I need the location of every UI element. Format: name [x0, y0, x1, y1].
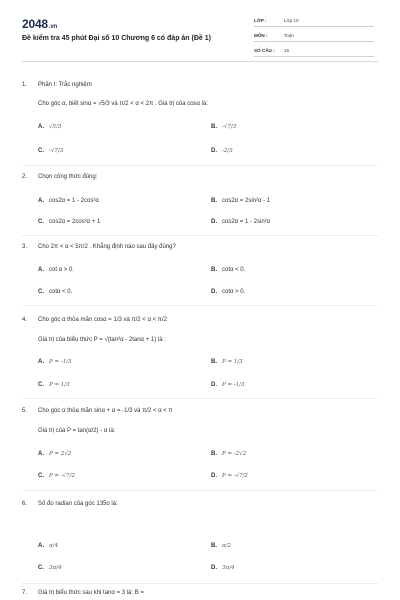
- q4-option-c[interactable]: C. P = 1/3: [38, 382, 70, 388]
- question-7-stem: Giá trị biểu thức sau khi tanα = 3 là: B =: [38, 590, 144, 596]
- q5-option-a[interactable]: A. P = 2√2: [38, 451, 72, 457]
- question-4-stem: Cho góc α thỏa mãn cosα = 1/3 và π/2 < α < π/2: [38, 317, 167, 323]
- site-logo[interactable]: 2048.vn: [22, 17, 57, 31]
- question-2-stem: Chọn công thức đúng:: [38, 174, 98, 180]
- meta-class-label: LỚP :: [254, 18, 267, 23]
- meta-subject-value: Toán: [284, 33, 294, 38]
- q2-option-c[interactable]: C. cos2α = 2cos²α + 1: [38, 219, 101, 225]
- question-5-stem-2: Giá trị của P = tan(α/2) - α là:: [38, 428, 116, 434]
- q5-option-c[interactable]: C. P = -√7/2: [38, 473, 76, 479]
- q4-option-b[interactable]: B. P = 1/3: [211, 359, 243, 365]
- q1-option-b[interactable]: B. -√7/3: [211, 124, 237, 130]
- q6-option-b[interactable]: B. π/2: [211, 543, 231, 549]
- q3-option-d[interactable]: D. cotα > 0.: [211, 289, 246, 295]
- q1-option-c[interactable]: C. -√7/3: [38, 148, 64, 154]
- header-divider: [22, 61, 378, 62]
- q1-option-d[interactable]: D. -2/3: [211, 148, 233, 154]
- q2-option-a[interactable]: A. cos2α = 1 - 2cos²α: [38, 198, 99, 204]
- question-1-stem: Cho góc α, biết sinα = √5/3 và π/2 < α < 2π . Giá trị của cosα là:: [38, 101, 209, 107]
- q3-option-c[interactable]: C. cotα < 0.: [38, 289, 73, 295]
- q2-option-b[interactable]: B. cos2α = 2sin²α - 1: [211, 198, 271, 204]
- q2-option-d[interactable]: D. cos2α = 1 - 2sin²α: [211, 219, 271, 225]
- q3-option-b[interactable]: B. cotα < 0.: [211, 267, 246, 273]
- section-title: Phần I: Trắc nghiệm: [38, 82, 92, 88]
- document-title: Đề kiểm tra 45 phút Đại số 10 Chương 6 có đáp án (Đề 1): [22, 35, 211, 42]
- q4-option-d[interactable]: D. P = -1/3: [211, 382, 245, 388]
- q3-option-a[interactable]: A. cot α > 0.: [38, 267, 74, 273]
- quiz-page: 2048.vn Đề kiểm tra 45 phút Đại số 10 Chương 6 có đáp án (Đề 1) LỚP : Lớp 10 MÔN : Toán SỐ CÂU : 15 1. Phần I: Trắc nghiệm Cho góc α, biết sinα = √5/3 và π/2 < α < 2π . Giá trị của cosα là: A. √5/3 B. -√7/3 C. -√7/3 D. -2/3 2. Chọn công thức đúng: A. cos2α = 1 - 2cos²α B. cos2α = 2sin²α - 1 C. cos2α = 2cos²α + 1 D. cos2α = 1 - 2sin²α 3. Cho 2π < α < 5π/2 . Khẳng định nào sau đây đúng? A. cot α > 0. B. cotα < 0. C. cotα < 0. D. cotα > 0. 4. Cho góc α thỏa mãn cosα = 1/3 và π/2 < α < π/2 Giá trị của biểu thức P = √(tan²α - 2tanα + 1) là : A. P = -1/3 B. P = 1/3 C. P = 1/3 D. P = -1/3 5. Cho góc α thỏa mãn sinα + α = -1/3 và π/2 < α < π Giá trị của P = tan(α/2) - α là: A. P = 2√2 B. P = -2√2 C. P = -√7/2 D. P = -√7/2 6. Số đo radian của góc 135o là: A. π/4 B. π/2 C. 3π/4 D. 3π/4 7. Giá trị biểu thức sau khi tanα = 3 là: B =: [0, 0, 400, 600]
- meta-class-value: Lớp 10: [284, 18, 299, 23]
- q6-option-d[interactable]: D. 3π/4: [211, 565, 235, 571]
- q1-option-a[interactable]: A. √5/3: [38, 124, 62, 130]
- q5-option-d[interactable]: D. P = -√7/2: [211, 473, 249, 479]
- meta-subject-label: MÔN :: [254, 33, 268, 38]
- question-4-stem-2: Giá trị của biểu thức P = √(tan²α - 2tanα + 1) là :: [38, 337, 166, 343]
- q5-option-b[interactable]: B. P = -2√2: [211, 451, 247, 457]
- meta-count-value: 15: [284, 48, 290, 53]
- question-3-stem: Cho 2π < α < 5π/2 . Khẳng định nào sau đây đúng?: [38, 244, 176, 250]
- q6-option-c[interactable]: C. 3π/4: [38, 565, 62, 571]
- question-5-stem: Cho góc α thỏa mãn sinα + α = -1/3 và π/2 < α < π: [38, 408, 173, 414]
- q4-option-a[interactable]: A. P = -1/3: [38, 359, 72, 365]
- q6-option-a[interactable]: A. π/4: [38, 543, 58, 549]
- question-6-stem: Số đo radian của góc 135o là:: [38, 501, 118, 507]
- meta-count-label: SỐ CÂU :: [254, 48, 275, 53]
